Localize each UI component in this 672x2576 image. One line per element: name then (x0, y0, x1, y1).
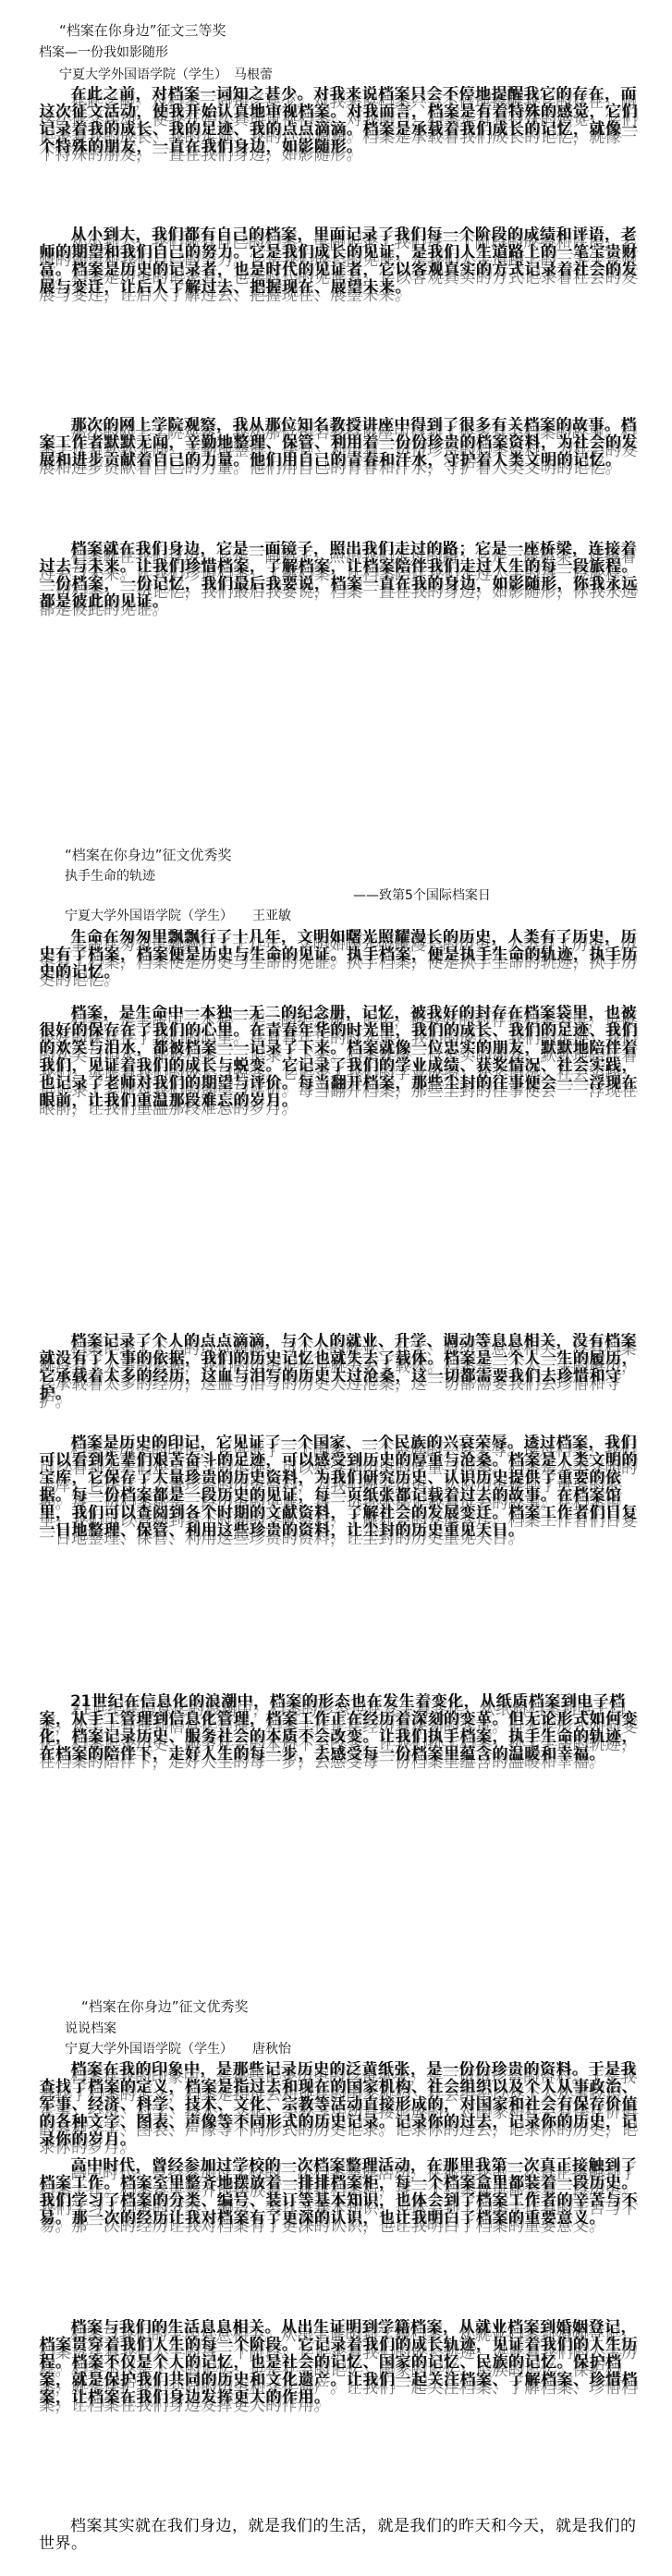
section1-paragraph: 在此之前，对档案一词知之甚少。对我来说档案只会不停地提醒我它的存在，而这次征文活动，使我开始认真地审视档案。对我而言，档案是有着特殊的感觉，它们记录着我的成长、我的足迹、我的点点滴滴。档案是承载着我们成长的记忆，就像一个特殊的朋友，一直在我们身边，如影随形。 (39, 86, 638, 156)
section2-paragraph: 档案，是生命中一本独一无二的纪念册，记忆，被我好的封存在档案袋里，也被很好的保存在了我们的心里。在青春年华的时光里，我们的成长、我们的足迹、我们的欢笑与泪水，都被档案一一记录了下来。档案就像一位忠实的朋友，默默地陪伴着我们，见证着我们的成长与蜕变。它记录了我们的学业成绩、获奖情况、社会实践，也记录了老师对我们的期望与评价。每当翻开档案，那些尘封的往事便会一一浮现在眼前，让我们重温那段难忘的岁月。 (39, 1005, 638, 1110)
section2-tagline: ——致第5个国际档案日 (353, 888, 491, 903)
section3-paragraph: 高中时代，曾经参加过学校的一次档案整理活动，在那里我第一次真正接触到了档案工作。档案室里整齐地摆放着一排排档案柜，每一个档案盒里都装着一段历史。我们学习了档案的分类、编号、装订等基本知识，也体会到了档案工作者的辛苦与不易。那一次的经历让我对档案有了更深的认识，也让我明白了档案的重要意义。 (39, 2157, 638, 2228)
section1-paragraph: 档案就在我们身边，它是一面镜子，照出我们走过的路；它是一座桥梁，连接着过去与未来。让我们珍惜档案，了解档案，让档案陪伴我们走过人生的每一段旅程。一份档案，一份记忆，我们最后我要说，档案一直在我的身边，如影随形，你我永远都是彼此的见证。 (39, 541, 638, 611)
section1-paragraph: 从小到大，我们都有自己的档案，里面记录了我们每一个阶段的成绩和评语，老师的期望和我们自己的努力。它是我们成长的见证，是我们人生道路上的一笔宝贵财富。档案是历史的记录者，也是时代的见证者，它以客观真实的方式记录着社会的发展与变迁，让后人了解过去、把握现在、展望未来。 (39, 226, 638, 297)
section2-paragraph: 档案是历史的印记，它见证了一个国家、一个民族的兴衰荣辱。透过档案，我们可以看到先辈们艰苦奋斗的足迹，可以感受到历史的厚重与沧桑。档案是人类文明的宝库，它保存了大量珍贵的历史资料，为我们研究历史、认识历史提供了重要的依据。每一份档案都是一段历史的见证，每一页纸张都记载着过去的故事。在档案馆里，我们可以查阅到各个时期的文献资料，了解社会的发展变迁。档案工作者们日复一日地整理、保管、利用这些珍贵的资料，让尘封的历史重见天日。 (39, 1435, 638, 1540)
section3-paragraph: 档案在我的印象中，是那些记录历史的泛黄纸张，是一份份珍贵的资料。于是我查找了档案的定义，档案是指过去和现在的国家机构、社会组织以及个人从事政治、军事、经济、科学、技术、文化、宗教等活动直接形成的，对国家和社会有保存价值的各种文字、图表、声像等不同形式的历史记录。记录你的过去，记录你的历史，记录你的岁月。 (39, 2061, 638, 2149)
section3-subtitle: 说说档案 (65, 2021, 116, 2036)
section2-author: 宁夏大学外国语学院（学生） 王亚敏 (65, 909, 291, 923)
section3-paragraph: 档案与我们的生活息息相关。从出生证明到学籍档案，从就业档案到婚姻登记，档案贯穿着我们人生的每一个阶段。它记录着我们的成长轨迹，见证着我们的人生历程。档案不仅是个人的记忆，也是社会的记忆、国家的记忆、民族的记忆。保护档案，就是保护我们共同的历史和文化遗产。让我们一起关注档案、了解档案、珍惜档案，让档案在我们身边发挥更大的作用。 (39, 2319, 638, 2407)
section1-title: “档案在你身边”征文三等奖 (59, 22, 226, 39)
section2-paragraph: 生命在匆匆里飘飘行了十几年，文明如曙光照耀漫长的历史，人类有了历史，历史有了档案，档案便是历史与生命的见证。执手档案，便是执手生命的轨迹，执手历史的记忆。 (39, 929, 638, 982)
section2-title: “档案在你身边”征文优秀奖 (65, 847, 232, 863)
section3-author: 宁夏大学外国语学院（学生） 唐秋怡 (65, 2042, 291, 2057)
section1-subtitle: 档案—一份我如影随形 (39, 45, 168, 60)
section2-paragraph: 21世纪在信息化的浪潮中，档案的形态也在发生着变化，从纸质档案到电子档案，从手工管理到信息化管理，档案工作正在经历着深刻的变革。但无论形式如何变化，档案记录历史、服务社会的本质不会改变。让我们执手档案，执手生命的轨迹，在档案的陪伴下，走好人生的每一步，去感受每一份档案里蕴含的温暖和幸福。 (39, 1693, 638, 1764)
section1-paragraph: 那次的网上学院观察，我从那位知名教授讲座中得到了很多有关档案的故事。档案工作者默默无闻，辛勤地整理、保管、利用着一份份珍贵的档案资料，为社会的发展和进步贡献着自己的力量。他们用自己的青春和汗水，守护着人类文明的记忆。 (39, 417, 638, 470)
section3-title: “档案在你身边”征文优秀奖 (81, 1998, 249, 2015)
section2-paragraph: 档案记录了个人的点点滴滴，与个人的就业、升学、调动等息息相关，没有档案就没有了人事的依据，我们的历史记忆也就失去了载体。档案是一个人一生的履历，它承载着太多的经历，这血与泪写的历史大过沧桑，这一切都需要我们去珍惜和守护。 (39, 1333, 638, 1403)
section3-body (39, 2061, 640, 2570)
section1-author: 宁夏大学外国语学院（学生） 马根蕾 (59, 67, 273, 82)
section2-subtitle: 执手生命的轨迹 (65, 869, 155, 884)
section1-body (39, 86, 640, 620)
section3-paragraph: 档案其实就在我们身边，就是我们的生活，就是我们的昨天和今天，就是我们的世界。 (39, 2518, 637, 2553)
section2-body (39, 929, 640, 1784)
